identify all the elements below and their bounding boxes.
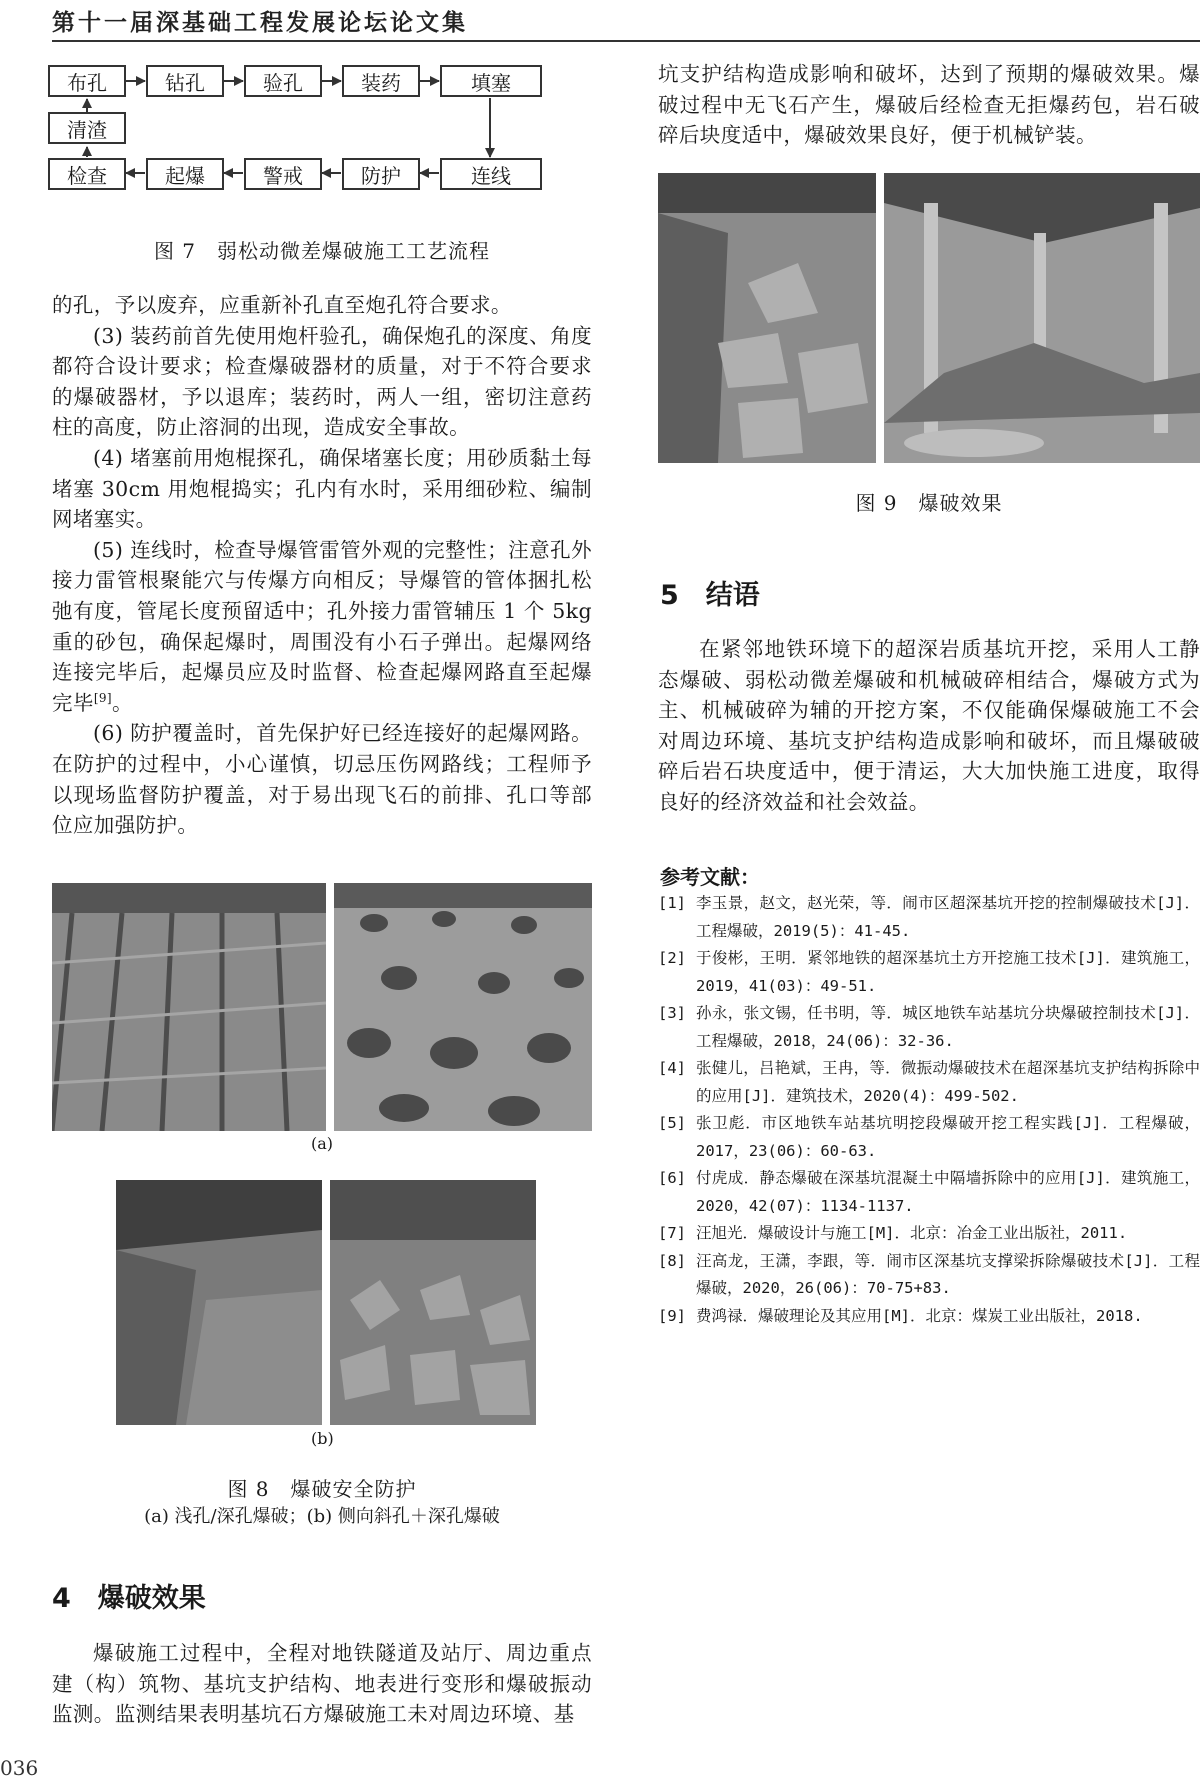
reference-item [658,945,1200,1000]
reference-number: [6] [658,1169,686,1187]
flow-step-yankong: 验孔 [244,65,322,97]
flowchart [48,62,596,194]
paragraph-step-4: (4) 堵塞前用炮棍探孔，确保堵塞长度；用砂质黏土每堵塞 30cm 用炮棍捣实；孔内有水时，采用细砂粒、编制网堵塞实。 [52,445,592,532]
reference-item [658,1165,1200,1220]
right-column-text [658,59,1200,151]
figure-8b-label: (b) [311,1429,334,1448]
references-title: 参考文献： [660,865,760,889]
flow-step-qingzha: 清渣 [48,112,126,144]
reference-text: 费鸿禄．爆破理论及其应用[M]．北京：煤炭工业出版社，2018. [696,1306,1143,1325]
flow-step-tiansai: 填塞 [440,65,542,97]
reference-item [658,1303,1200,1331]
reference-item [658,1000,1200,1055]
reference-item [658,1220,1200,1248]
photo-sandbags-on-holes [334,883,592,1131]
reference-item [658,1248,1200,1303]
reference-number: [9] [658,1306,686,1325]
running-header: 第十一届深基础工程发展论坛论文集 [52,9,468,36]
reference-text: 付虎成．静态爆破在深基坑混凝土中隔墙拆除中的应用[J]．建筑施工，2020，42(07)：1134-1137. [696,1169,1200,1215]
reference-number: [1] [658,894,686,912]
reference-number: [2] [658,949,686,967]
reference-text: 张健儿，吕艳斌，王冉，等．微振动爆破技术在超深基坑支护结构拆除中的应用[J]．建筑技术，2020(4)：499-502. [696,1059,1200,1105]
photo-blast-result-right [884,173,1200,463]
section-5-title: 5 结语 [660,580,760,611]
reference-text: 孙永，张文锡，任书明，等．城区地铁车站基坑分块爆破控制技术[J]．工程爆破，2018，24(06)：32-36. [696,1004,1200,1050]
paragraph-step-6: (6) 防护覆盖时，首先保护好已经连接好的起爆网路。在防护的过程中，小心谨慎，切忌压伤网路线；工程师予以现场监督防护覆盖，对于易出现飞石的前排、孔口等部位应加强防护。 [52,721,592,838]
figure-9-caption: 图 9 爆破效果 [855,491,1003,515]
reference-number: [5] [658,1114,686,1132]
reference-text: 汪高龙，王潇，李跟，等．闹市区深基坑支撑梁拆除爆破技术[J]．工程爆破，2020，26(06)：70-75+83. [696,1251,1200,1297]
flow-step-fanghu: 防护 [342,158,420,190]
section-4-body [52,1638,592,1730]
header-rule [52,40,1200,42]
photo-covered-blast-area [52,883,326,1131]
section-5-body [658,634,1200,818]
reference-item [658,890,1200,945]
references-list [658,890,1200,1330]
paragraph-continuation: 的孔，予以废弃，应重新补孔直至炮孔符合要求。 [52,293,512,317]
flow-step-zuankong: 钻孔 [146,65,224,97]
photo-broken-rock-pile [330,1180,536,1425]
paragraph-step-5-text: (5) 连线时，检查导爆管雷管外观的完整性；注意孔外接力雷管根聚能穴与传爆方向相反；导爆管的管体捆扎松弛有度，管尾长度预留适中；孔外接力雷管辅压 1 个 5kg 重的砂包，确保起爆时，周围没有小石子弹出。起爆网络连接完毕后，起爆员应及时监督、检查起爆网路直至起爆完毕 [52,537,592,715]
figure-8-caption: 图 8 爆破安全防护 [227,1477,417,1501]
flow-step-jingjie: 警戒 [244,158,322,190]
figure-8-subcaption: (a) 浅孔/深孔爆破；(b) 侧向斜孔＋深孔爆破 [144,1506,500,1527]
citation-9: [9] [93,690,113,705]
figure-7-caption: 图 7 弱松动微差爆破施工工艺流程 [153,239,491,263]
page-number: 036 [0,1756,39,1780]
reference-text: 于俊彬，王明．紧邻地铁的超深基坑土方开挖施工技术[J]．建筑施工，2019，41(03)：49-51. [696,949,1200,995]
reference-text: 张卫彪．市区地铁车站基坑明挖段爆破开挖工程实践[J]．工程爆破，2017，23(06)：60-63. [696,1114,1200,1160]
paragraph-step-3: (3) 装药前首先使用炮杆验孔，确保炮孔的深度、角度都符合设计要求；检查爆破器材的质量，对于不符合要求的爆破器材，予以退库；装药时，两人一组，密切注意药柱的高度，防止溶洞的出现，造成安全事故。 [52,323,592,440]
reference-number: [8] [658,1251,686,1270]
photo-side-slope-rock [116,1180,322,1425]
flow-step-zhuangyao: 装药 [342,65,420,97]
reference-number: [7] [658,1224,686,1242]
flow-step-buzhong: 布孔 [48,65,126,97]
section-4-title: 4 爆破效果 [52,1583,206,1614]
left-column-text [52,290,592,841]
paragraph-blast-result: 坑支护结构造成影响和破坏，达到了预期的爆破效果。爆破过程中无飞石产生，爆破后经检查无拒爆药包，岩石破碎后块度适中，爆破效果良好，便于机械铲装。 [658,62,1200,148]
paragraph-step-5 [52,535,592,719]
flow-step-qibao: 起爆 [146,158,224,190]
flow-step-jiancha: 检查 [48,158,126,190]
figure-8a-label: (a) [311,1134,334,1153]
reference-item [658,1110,1200,1165]
paragraph-step-5-end: 。 [112,690,133,715]
reference-number: [4] [658,1059,686,1077]
photo-blast-result-left [658,173,876,463]
reference-text: 李玉景，赵文，赵光荣，等．闹市区超深基坑开挖的控制爆破技术[J]．工程爆破，2019(5)：41-45. [696,894,1200,940]
flow-step-lianxian: 连线 [440,158,542,190]
reference-number: [3] [658,1004,686,1022]
reference-text: 汪旭光．爆破设计与施工[M]．北京：冶金工业出版社，2011. [696,1224,1128,1242]
section-5-paragraph: 在紧邻地铁环境下的超深岩质基坑开挖，采用人工静态爆破、弱松动微差爆破和机械破碎相结合，爆破方式为主、机械破碎为辅的开挖方案，不仅能确保爆破施工不会对周边环境、基坑支护结构造成影响和破坏，而且爆破破碎后岩石块度适中，便于清运，大大加快施工进度，取得良好的经济效益和社会效益。 [658,637,1200,814]
section-4-paragraph: 爆破施工过程中，全程对地铁隧道及站厅、周边重点建（构）筑物、基坑支护结构、地表进行变形和爆破振动监测。监测结果表明基坑石方爆破施工未对周边环境、基 [52,1641,592,1727]
reference-item [658,1055,1200,1110]
